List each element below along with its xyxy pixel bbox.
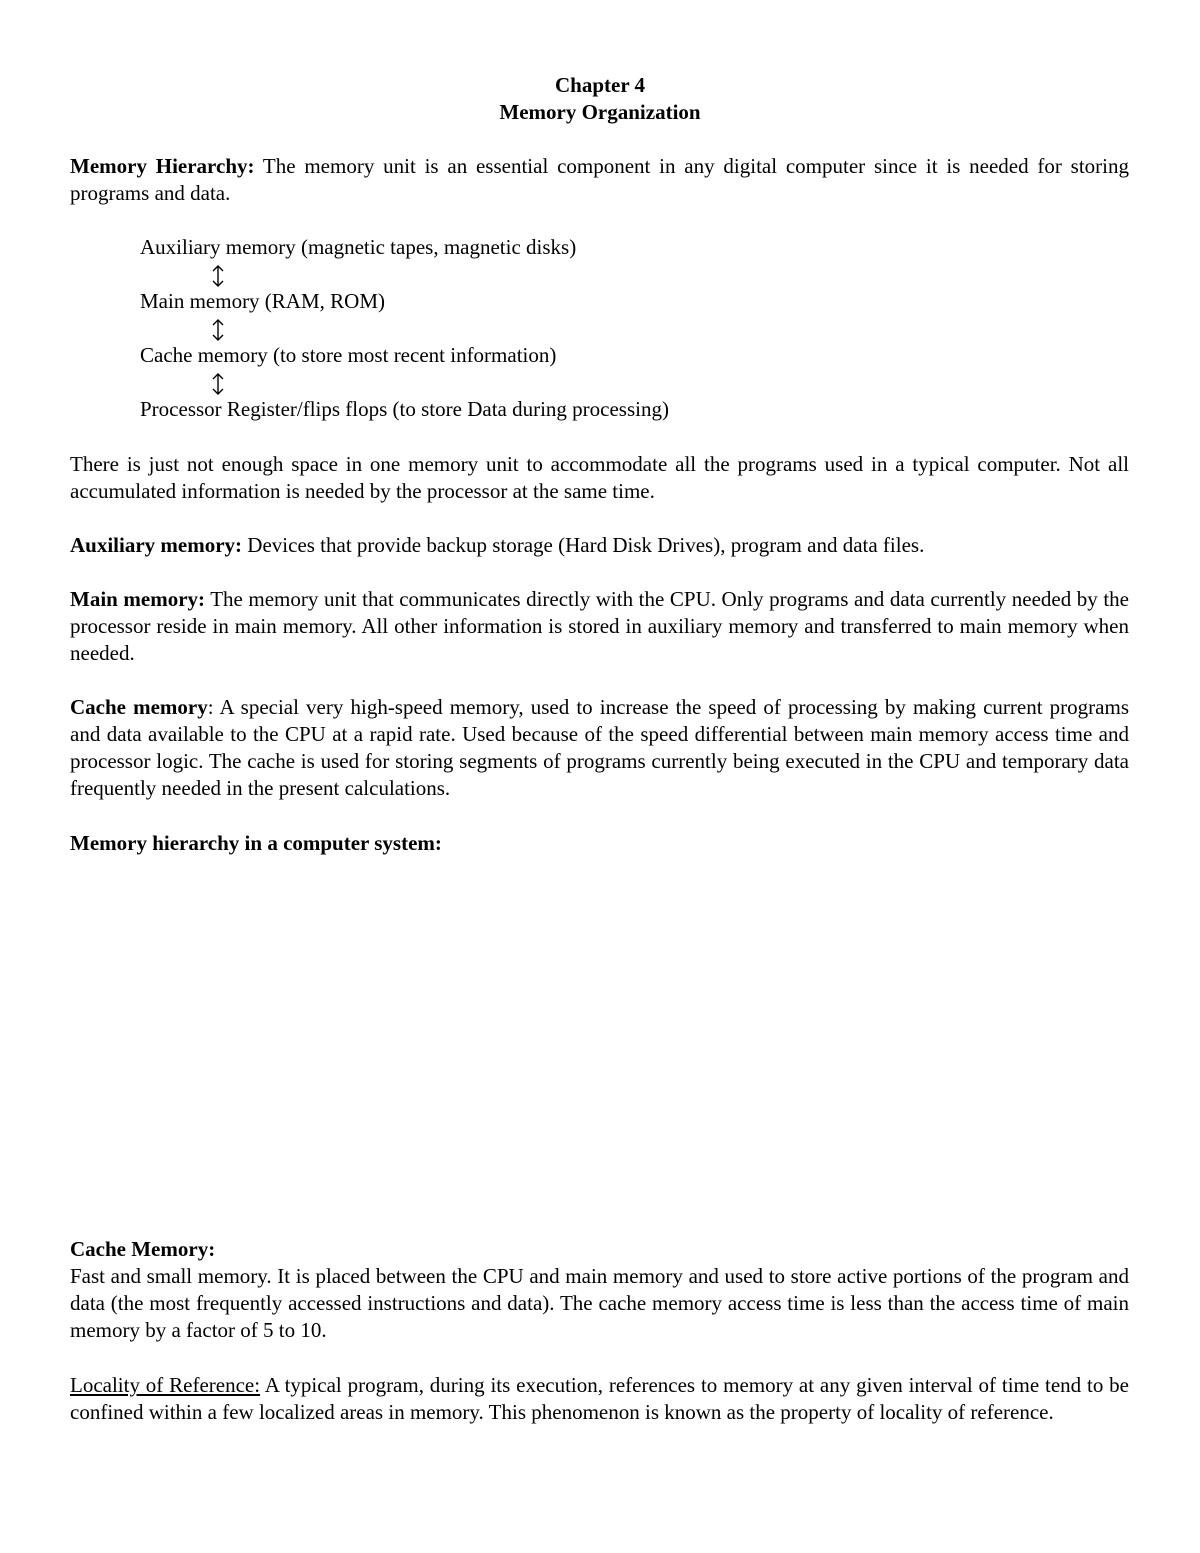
auxiliary-memory-text: Devices that provide backup storage (Hard Disk Drives), program and data files. (242, 533, 925, 557)
cache-section-paragraph: Fast and small memory. It is placed between the CPU and main memory and used to store active portions of the program and data (the most frequently accessed instructions and data). The cache memory access time is less than the access time of main memory by a factor of 5 to 10. (70, 1264, 1129, 1342)
main-memory-term: Main memory: (70, 587, 206, 611)
main-memory-paragraph (70, 586, 1129, 667)
hierarchy-level-cache: Cache memory (to store most recent information) (140, 343, 557, 367)
up-down-arrow-icon (207, 263, 229, 289)
auxiliary-memory-paragraph (70, 532, 1129, 559)
memory-hierarchy-text: The memory unit is an essential component in any digital computer since it is needed for storing programs and data. (70, 154, 1129, 205)
hierarchy-level-auxiliary: Auxiliary memory (magnetic tapes, magnetic disks) (140, 235, 577, 259)
memory-hierarchy-paragraph (70, 153, 1129, 207)
locality-term: Locality of Reference: (70, 1373, 261, 1397)
hierarchy-level-register: Processor Register/flips flops (to store Data during processing) (140, 397, 669, 421)
up-down-arrow-icon (207, 317, 229, 343)
locality-paragraph (70, 1372, 1129, 1426)
up-down-arrow-icon (207, 371, 229, 397)
locality-text: A typical program, during its execution, references to memory at any given interval of time tend to be confined within a few localized areas in memory. This phenomenon is known as the property of locality of reference. (70, 1373, 1130, 1424)
cache-memory-paragraph (70, 694, 1129, 802)
cache-memory-text: : A special very high-speed memory, used to increase the speed of processing by making current programs and data available to the CPU at a rapid rate. Used because of the speed differential between main memory access time and processor logic. The cache is used for storing segments of programs currently being executed in the CPU and temporary data frequently needed in the present calculations. (70, 695, 1129, 800)
cache-memory-term: Cache memory (70, 695, 208, 719)
main-memory-text: The memory unit that communicates directly with the CPU. Only programs and data currently needed by the processor reside in main memory. All other information is stored in auxiliary memory and transferred to main memory when needed. (70, 587, 1129, 665)
auxiliary-memory-term: Auxiliary memory: (70, 533, 243, 557)
space-note-paragraph: There is just not enough space in one memory unit to accommodate all the programs used in a typical computer. Not all accumulated information is needed by the processor at the same time. (70, 452, 1129, 503)
hierarchy-figure-heading: Memory hierarchy in a computer system: (70, 831, 442, 855)
cache-section-heading: Cache Memory: (70, 1237, 216, 1261)
memory-hierarchy-term: Memory Hierarchy: (70, 154, 255, 178)
hierarchy-level-main: Main memory (RAM, ROM) (140, 289, 385, 313)
chapter-number: Chapter 4 (554, 73, 646, 97)
chapter-title: Memory Organization (499, 100, 701, 124)
